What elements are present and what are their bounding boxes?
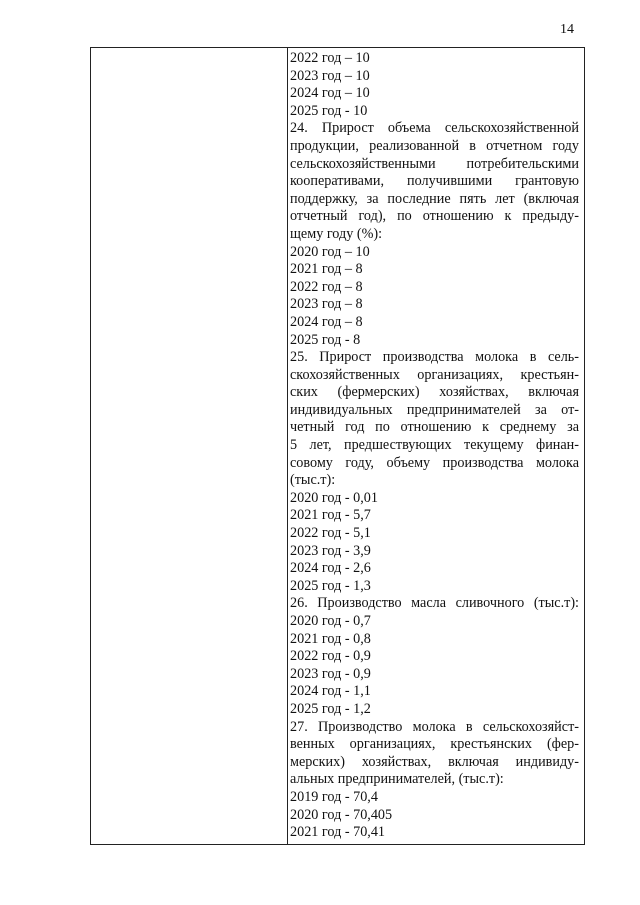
text-line: ских (фермерских) хозяйствах, включая bbox=[290, 384, 579, 401]
text-line: отчетный год), по отношению к предыду- bbox=[290, 208, 579, 225]
text-line: продукции, реализованной в отчетном году bbox=[290, 137, 579, 154]
column-divider bbox=[287, 48, 288, 844]
text-line: щему году (%): bbox=[290, 225, 383, 242]
text-line: 5 лет, предшествующих текущему финан- bbox=[290, 437, 579, 454]
text-line: 2025 год - 1,2 bbox=[290, 700, 371, 717]
text-line: 2025 год - 8 bbox=[290, 331, 361, 348]
text-line: 25. Прирост производства молока в сель- bbox=[290, 349, 579, 366]
text-line: кооперативами, получившими грантовую bbox=[290, 173, 579, 190]
text-line: венных организациях, крестьянских (фер- bbox=[290, 736, 579, 753]
text-line: индивидуальных предпринимателей за от- bbox=[290, 401, 579, 418]
text-line: четный год по отношению к среднему за bbox=[290, 419, 579, 436]
text-line: 2025 год - 1,3 bbox=[290, 577, 371, 594]
table-right-column bbox=[290, 50, 579, 842]
text-line: 2023 год – 8 bbox=[290, 296, 363, 313]
text-line: 2020 год - 70,405 bbox=[290, 806, 393, 823]
text-line: 26. Производство масла сливочного (тыс.т): bbox=[290, 595, 579, 612]
text-line: альных предпринимателей, (тыс.т): bbox=[290, 771, 504, 788]
text-line: 2020 год - 0,01 bbox=[290, 489, 378, 506]
text-line: 2021 год - 5,7 bbox=[290, 507, 371, 524]
text-line: 2024 год - 2,6 bbox=[290, 560, 371, 577]
text-line: 2021 год – 8 bbox=[290, 261, 363, 278]
text-line: 2020 год – 10 bbox=[290, 243, 370, 260]
text-line: 2022 год - 5,1 bbox=[290, 525, 371, 542]
text-line: мерских) хозяйствах, включая индивиду- bbox=[290, 753, 579, 770]
text-line: совому году, объему производства молока bbox=[290, 454, 579, 471]
text-line: 2024 год – 10 bbox=[290, 85, 370, 102]
text-line: 2020 год - 0,7 bbox=[290, 613, 371, 629]
table-left-column bbox=[91, 48, 287, 844]
text-line: скохозяйственных организациях, крестьян- bbox=[290, 366, 579, 383]
text-line: 2025 год - 10 bbox=[290, 102, 368, 119]
text-line: 2022 год – 8 bbox=[290, 278, 363, 295]
text-line: 2023 год - 0,9 bbox=[290, 665, 371, 682]
text-line: сельскохозяйственными потребительскими bbox=[290, 155, 579, 172]
text-line: 27. Производство молока в сельскохозяйст- bbox=[290, 718, 579, 735]
text-line: 2024 год – 8 bbox=[290, 313, 363, 330]
text-line: 2024 год - 1,1 bbox=[290, 683, 371, 700]
text-line: 2023 год – 10 bbox=[290, 67, 370, 84]
text-line: (тыс.т): bbox=[290, 472, 336, 489]
text-line: 2021 год - 0,8 bbox=[290, 630, 371, 647]
text-line: 24. Прирост объема сельскохозяйственной bbox=[290, 120, 579, 137]
text-line: 2019 год - 70,4 bbox=[290, 788, 378, 805]
text-line: поддержку, за последние пять лет (включая bbox=[290, 190, 579, 207]
text-line: 2021 год - 70,41 bbox=[290, 824, 386, 841]
text-line: 2022 год - 0,9 bbox=[290, 648, 371, 665]
text-line: 2023 год - 3,9 bbox=[290, 542, 371, 559]
page-number: 14 bbox=[560, 22, 574, 37]
indicators-table bbox=[90, 47, 585, 845]
text-line: 2022 год – 10 bbox=[290, 50, 370, 66]
